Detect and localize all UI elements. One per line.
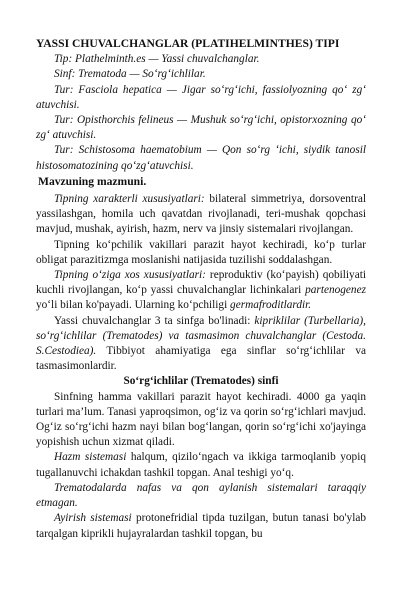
paragraph-4-classes: kipriklilar (Turbellaria), so‘rg‘ichlilar (Trematodes) va tasmasimon chuvalchanglar (Cestoda. S.Cestodiea).: [36, 314, 366, 358]
paragraph-6-text: halqum, qizilo‘ngach va ikkiga tarmoqlanib yopiq tugallanuvchi ichakdan tashkil topgan. Anal teshigi yo‘q.: [36, 451, 366, 479]
paragraph-6: [36, 450, 366, 480]
paragraph-3-lead: Tipning o‘ziga xos xususiyatlari:: [54, 269, 206, 282]
sinf-line: Sinf: Trematoda — So‘rg‘ichlilar.: [54, 68, 206, 81]
section-title-trematodes: So‘rg‘ichlilar (Trematodes) sinfi: [123, 375, 279, 388]
section-heading-mazmuni: Mavzuning mazmuni.: [38, 174, 147, 188]
tur-line-3: Tur: Schistosoma haematobium — Qon so‘rg ‘ichi, siydik tanosil histosomatozining qo‘zg‘atuvchisi.: [36, 144, 366, 172]
paragraph-4-text-2: Tibbiyot ahamiyatiga ega sinflar so‘rg‘ichlilar va tasmasimonlardir.: [36, 345, 366, 373]
paragraph-4-text: Yassi chuvalchanglar 3 ta sinfga bo'linadi:: [54, 314, 255, 327]
tur-line-2: Tur: Opisthorchis felineus — Mushuk so‘rg‘ichi, opistorxozning qo‘ zg‘ atuvchisi.: [36, 114, 366, 142]
paragraph-6-lead: Hazm sistemasi: [54, 451, 127, 464]
paragraph-8: [36, 511, 366, 541]
paragraph-1-text: bilateral simmetriya, dorsoventral yassilashgan, homila uch qavatdan rivojlanadi, teri-mushak qopchasi mavjud, mushak, ayirish, hazm, nerv va jinsiy sistemalari rivojlangan.: [36, 193, 366, 236]
tip-line: Tip: Plathelminth.es — Yassi chuvalchanglar.: [54, 53, 260, 66]
paragraph-4: [36, 314, 366, 375]
paragraph-2: Tipning ko‘pchilik vakillari parazit hayot kechiradi, ko‘p turlar obligat parazitizmga moslanishi natijasida tuzilishi soddalashgan.: [36, 238, 366, 266]
paragraph-3-term-1: partenogenez: [305, 284, 366, 297]
tur-line-1: Tur: Fasciola hepatica — Jigar so‘rg‘ichi, fassiolyozning qo‘ zg‘ atuvchisi.: [36, 83, 366, 111]
paragraph-8-text: protonefridial tipda tuzilgan, butun tanasi bo'ylab tarqalgan kiprikli hujayralardan tashkil topgan, bu: [36, 512, 366, 540]
paragraph-3: [36, 268, 366, 314]
paragraph-3-text: reproduktiv (ko‘payish) qobiliyati kuchli rivojlangan, ko‘p yassi chuvalchanglar lichinkalari: [36, 269, 366, 297]
paragraph-3-term-2: germafroditlardir.: [230, 299, 312, 312]
paragraph-5: Sinfning hamma vakillari parazit hayot kechiradi. 4000 ga yaqin turlari ma’lum. Tanasi yaproqsimon, og‘iz va qorin so‘rg‘ichlari mavjud. Og‘iz so‘rg‘ichi hazm nayi bilan bog‘langan, qorin so‘rg‘ichi xo'jayinga yopishish uchun xizmat qiladi.: [36, 390, 366, 449]
paragraph-1: [36, 192, 366, 238]
document-page: [36, 36, 366, 542]
paragraph-7: Trematodalarda nafas va qon aylanish sistemalari taraqqiy etmagan.: [36, 481, 366, 510]
page-title: YASSI CHUVALCHANGLAR (PLATIHELMINTHES) TIPI: [36, 37, 340, 50]
paragraph-1-lead: Tipning xarakterli xususiyatlari:: [54, 193, 205, 206]
paragraph-3-text-2: yo‘li bilan ko'payadi. Ularning ko‘pchiligi: [36, 299, 231, 312]
paragraph-8-lead: Ayirish sistemasi: [54, 512, 132, 525]
